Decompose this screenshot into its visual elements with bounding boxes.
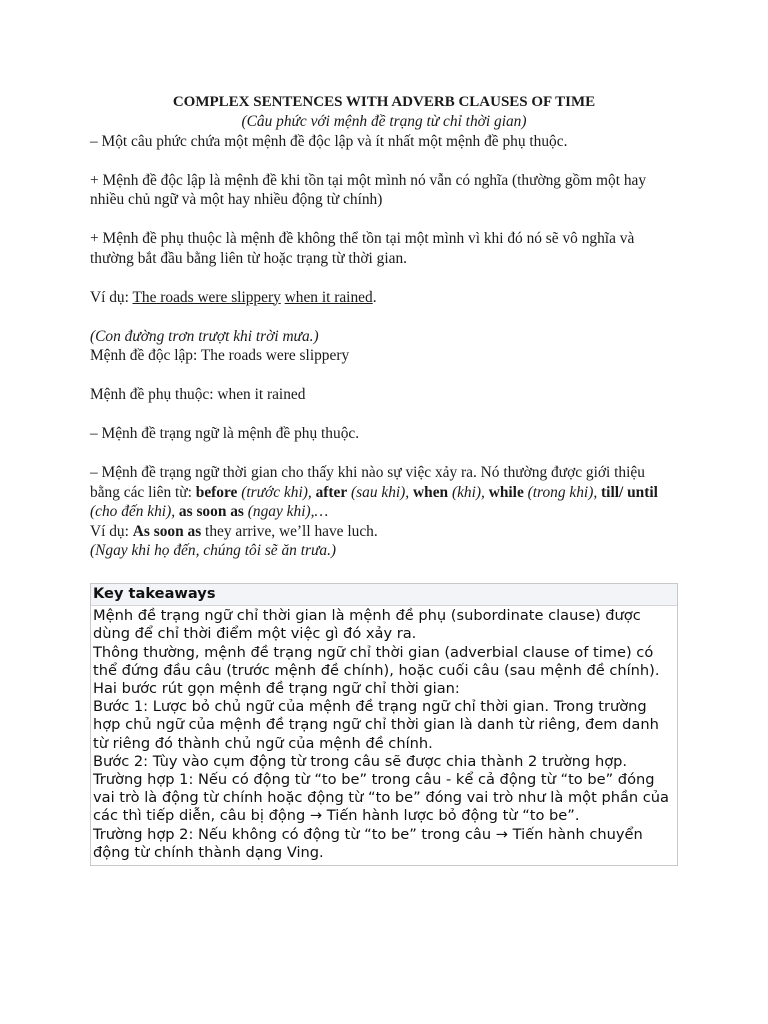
document-body [90, 92, 678, 561]
page-subtitle: (Câu phức với mệnh đề trạng từ chỉ thời gian) [241, 113, 527, 130]
example-independent-part: The roads were slippery [132, 288, 281, 306]
spacer [90, 307, 678, 327]
intro-paragraph: – Một câu phức chứa một mệnh đề độc lập và ít nhất một mệnh đề phụ thuộc. [90, 132, 568, 150]
conjunction-meaning: (khi), [451, 483, 485, 501]
takeaway-line: Trường hợp 2: Nếu không có động từ “to be” trong câu → Tiến hành chuyển động từ chính thành dạng Ving. [93, 825, 643, 861]
conjunction-meaning: (cho đến khi), [90, 503, 176, 520]
conjunction-meaning: (sau khi), [351, 483, 410, 501]
dependent-clause-definition: + Mệnh đề phụ thuộc là mệnh đề không thể tồn tại một mình vì khi đó nó sẽ vô nghĩa và thường bắt đầu bằng liên từ hoặc trạng từ thời gian. [90, 230, 635, 267]
spacer [90, 268, 678, 288]
takeaway-line: Bước 2: Tùy vào cụm động từ trong câu sẽ được chia thành 2 trường hợp. [93, 752, 628, 770]
independent-clause-example: Mệnh đề độc lập: The roads were slippery [90, 347, 350, 364]
example-prefix: Ví dụ: [90, 288, 133, 306]
independent-clause-definition: + Mệnh đề độc lập là mệnh đề khi tồn tại một mình nó vẫn có nghĩa (thường gồm một hay nhiều chủ ngữ và một hay nhiều động từ chính) [90, 171, 647, 208]
takeaway-line: Trường hợp 1: Nếu có động từ “to be” trong câu - kể cả động từ “to be” đóng vai trò là động từ chính hoặc động từ “to be” đóng vai trò như là một phần của các thì tiếp diễn, câu bị động → Tiến hành lược bỏ động từ “to be”. [93, 771, 670, 825]
spacer [90, 151, 678, 171]
spacer [90, 405, 678, 425]
example-2-sentence [90, 522, 678, 542]
conjunction-word: till/ until [601, 483, 658, 501]
takeaway-line: Mệnh đề trạng ngữ chỉ thời gian là mệnh đề phụ (subordinate clause) được dùng để chỉ thời điểm một việc gì đó xảy ra. [93, 607, 641, 643]
conjunction-word: after [315, 483, 348, 501]
conjunction-word: while [488, 483, 524, 501]
time-clause-intro: – Mệnh đề trạng ngữ thời gian cho thấy khi nào sự việc xảy ra. Nó thường được giới thiệu bằng các liên từ: [90, 464, 645, 501]
conjunction-meaning: (trước khi), [241, 483, 312, 501]
example-2-conjunction: As soon as [132, 522, 202, 540]
dependent-clause-example: Mệnh đề phụ thuộc: when it rained [90, 386, 306, 403]
example-sentence [90, 288, 678, 308]
time-clause-paragraph [90, 463, 678, 522]
key-takeaways-box [90, 583, 678, 866]
example-2-translation: (Ngay khi họ đến, chúng tôi sẽ ăn trưa.) [90, 542, 337, 559]
page-title: COMPLEX SENTENCES WITH ADVERB CLAUSES OF TIME [172, 94, 596, 110]
conjunction-meaning: (ngay khi),… [247, 503, 329, 520]
example-suffix: . [372, 288, 377, 306]
spacer [90, 444, 678, 464]
example-2-prefix: Ví dụ: [90, 522, 133, 540]
adverbial-dependent-note: – Mệnh đề trạng ngữ là mệnh đề phụ thuộc. [90, 425, 360, 442]
example-dependent-part: when it rained [284, 288, 373, 306]
conjunction-word: as soon as [178, 503, 244, 520]
conjunction-meaning: (trong khi), [527, 483, 598, 501]
takeaway-line: Bước 1: Lược bỏ chủ ngữ của mệnh đề trạng ngữ chỉ thời gian. Trong trường hợp chủ ngữ của mệnh đề trạng ngữ chỉ thời gian là danh từ riêng, đem danh từ riêng đó thành chủ ngữ của mệnh đề chính. [93, 698, 659, 752]
conjunction-word: before [195, 483, 238, 501]
spacer [90, 210, 678, 230]
key-takeaways-heading: Key takeaways [91, 584, 677, 606]
conjunction-word: when [413, 483, 449, 501]
example-2-rest: they arrive, we’ll have luch. [201, 522, 378, 540]
takeaway-line: Thông thường, mệnh đề trạng ngữ chỉ thời gian (adverbial clause of time) có thể đứng đầu câu (trước mệnh đề chính), hoặc cuối câu (sau mệnh đề chính). [93, 643, 660, 679]
spacer [90, 366, 678, 386]
example-translation: (Con đường trơn trượt khi trời mưa.) [90, 327, 319, 345]
key-takeaways-content [91, 606, 677, 865]
takeaway-line: Hai bước rút gọn mệnh đề trạng ngữ chỉ thời gian: [93, 680, 460, 698]
